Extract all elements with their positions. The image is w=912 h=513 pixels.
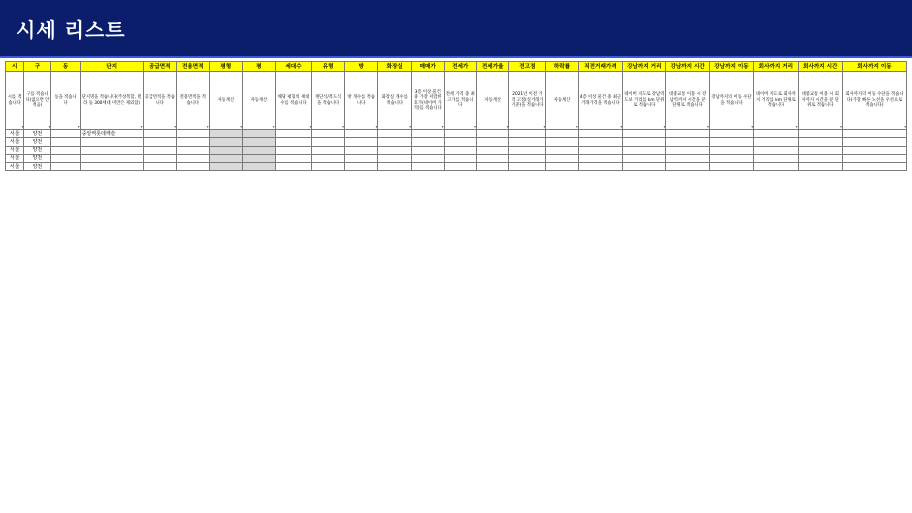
- column-description: [546, 72, 578, 130]
- column-description-text: 대중교통 이용 시 회사까지 시간을 분 단위로 적습니다: [801, 92, 839, 109]
- table-cell[interactable]: [177, 138, 209, 146]
- column-description: [344, 72, 378, 130]
- column-header[interactable]: 화장실: [378, 62, 412, 72]
- column-header[interactable]: 강남까지 이동: [709, 62, 753, 72]
- table-cell[interactable]: [51, 163, 80, 171]
- filter-dropdown-icon[interactable]: ▾: [474, 125, 476, 129]
- column-header[interactable]: 강남까지 시간: [666, 62, 709, 72]
- table-cell[interactable]: [243, 146, 275, 154]
- title-bar: [0, 0, 912, 56]
- table-cell[interactable]: [476, 138, 508, 146]
- column-description-text: 4층 이상 물건 중 최근 거래가격을 적습니다: [579, 95, 622, 106]
- column-header[interactable]: 전고점: [509, 62, 546, 72]
- table-cell[interactable]: [509, 130, 546, 138]
- column-description: [506, 72, 546, 130]
- table-cell[interactable]: [623, 146, 666, 154]
- filter-dropdown-icon[interactable]: ▾: [795, 125, 798, 129]
- column-description: [206, 72, 243, 130]
- table-cell[interactable]: [143, 130, 177, 138]
- table-cell[interactable]: [177, 163, 209, 171]
- table-cell[interactable]: [143, 163, 177, 171]
- column-description-text: 방 개수를 적습니다: [347, 95, 375, 106]
- column-description: [375, 72, 412, 130]
- filter-dropdown-icon[interactable]: ▾: [77, 125, 80, 129]
- filter-dropdown-icon[interactable]: ▾: [441, 125, 444, 129]
- page-title: 시세 리스트: [16, 18, 126, 42]
- filter-dropdown-icon[interactable]: ▾: [543, 125, 546, 129]
- table-cell[interactable]: 서울: [6, 130, 24, 138]
- column-description-text: 해당 평형의 세대수를 적습니다: [277, 95, 310, 106]
- table-cell[interactable]: [444, 130, 476, 138]
- column-header[interactable]: 강남까지 거리: [623, 62, 666, 72]
- column-description: [476, 72, 508, 130]
- column-description: [706, 72, 754, 130]
- column-header[interactable]: 회사까지 이동: [842, 62, 906, 72]
- filter-dropdown-icon[interactable]: ▾: [375, 125, 378, 129]
- column-description-text: 회사까지의 이동 수단을 적습니다(가장 빠른 노선을 우선으로 적습니다): [845, 92, 904, 109]
- table-cell[interactable]: [51, 146, 80, 154]
- filter-dropdown-icon[interactable]: ▾: [48, 125, 51, 129]
- table-cell[interactable]: [842, 146, 906, 154]
- table-cell[interactable]: [444, 154, 476, 162]
- column-description-text: 강남까지의 이동 수단을 적습니다: [711, 95, 752, 106]
- column-header[interactable]: 전용면적: [177, 62, 209, 72]
- table-cell[interactable]: [177, 146, 209, 154]
- column-header[interactable]: 전세가율: [476, 62, 508, 72]
- filter-dropdown-icon[interactable]: ▾: [272, 125, 275, 129]
- table-cell[interactable]: [476, 130, 508, 138]
- column-description: [842, 72, 906, 130]
- table-cell[interactable]: [80, 163, 143, 171]
- table-cell[interactable]: [378, 130, 412, 138]
- table-cell[interactable]: [209, 163, 243, 171]
- column-header[interactable]: 평형: [209, 62, 243, 72]
- description-row: [6, 72, 907, 130]
- table-cell[interactable]: [509, 138, 546, 146]
- table-cell[interactable]: [51, 138, 80, 146]
- table-cell[interactable]: [312, 146, 344, 154]
- column-description-text: 공급면적을 적습니다: [144, 95, 175, 106]
- table-cell[interactable]: [344, 146, 378, 154]
- table-cell[interactable]: [378, 154, 412, 162]
- table-cell[interactable]: [412, 138, 444, 146]
- table-cell[interactable]: 양천: [24, 163, 51, 171]
- column-header[interactable]: 직전거래가격: [578, 62, 622, 72]
- price-table: [5, 61, 907, 171]
- column-description-text: 대중교통 이용 시 강남역까지 시간을 분 단위로 적습니다: [668, 92, 707, 109]
- price-list-sheet: [5, 61, 907, 171]
- table-cell[interactable]: [209, 138, 243, 146]
- table-cell[interactable]: [546, 146, 578, 154]
- table-cell[interactable]: [623, 138, 666, 146]
- column-description: [663, 72, 709, 130]
- table-cell[interactable]: [275, 154, 312, 162]
- column-header[interactable]: 세대수: [275, 62, 312, 72]
- filter-dropdown-icon[interactable]: ▾: [342, 125, 344, 129]
- column-description-text: 자동계산: [484, 97, 502, 103]
- table-cell[interactable]: [275, 163, 312, 171]
- column-description-text: 시를 적습니다: [7, 95, 22, 106]
- column-header[interactable]: 전세가: [444, 62, 476, 72]
- column-description: [6, 72, 24, 130]
- table-cell[interactable]: 서울: [6, 163, 24, 171]
- table-cell[interactable]: [666, 138, 709, 146]
- table-cell[interactable]: [509, 163, 546, 171]
- table-cell[interactable]: [80, 138, 143, 146]
- table-cell[interactable]: [578, 130, 622, 138]
- table-cell[interactable]: [623, 163, 666, 171]
- column-description-text: 동을 적습니다: [54, 95, 77, 106]
- column-description: [177, 72, 209, 130]
- table-cell[interactable]: [578, 146, 622, 154]
- table-cell[interactable]: [344, 163, 378, 171]
- table-cell[interactable]: [243, 130, 275, 138]
- filter-dropdown-icon[interactable]: ▾: [904, 125, 906, 129]
- table-cell[interactable]: [754, 146, 798, 154]
- column-description: [754, 72, 798, 130]
- column-description: [272, 72, 312, 130]
- table-cell[interactable]: 양천: [24, 130, 51, 138]
- column-header[interactable]: 단지: [80, 62, 143, 72]
- table-cell[interactable]: [666, 154, 709, 162]
- filter-dropdown-icon[interactable]: ▾: [840, 125, 842, 129]
- column-description: [309, 72, 344, 130]
- table-cell[interactable]: [509, 154, 546, 162]
- table-cell[interactable]: [209, 146, 243, 154]
- table-cell[interactable]: [546, 138, 578, 146]
- table-cell[interactable]: [666, 163, 709, 171]
- filter-dropdown-icon[interactable]: ▾: [206, 125, 209, 129]
- table-cell[interactable]: [842, 163, 906, 171]
- column-description-text: 2021년 이전 가격 고점(실거래가 기준)을 적습니다: [511, 92, 544, 109]
- filter-dropdown-icon[interactable]: ▾: [309, 125, 312, 129]
- column-description: [441, 72, 476, 130]
- table-cell[interactable]: [578, 154, 622, 162]
- table-cell[interactable]: [412, 146, 444, 154]
- table-cell[interactable]: [243, 138, 275, 146]
- table-cell[interactable]: [243, 154, 275, 162]
- table-cell[interactable]: [476, 146, 508, 154]
- column-description: [412, 72, 444, 130]
- table-cell[interactable]: [709, 138, 753, 146]
- table-cell[interactable]: [143, 138, 177, 146]
- column-header[interactable]: 방: [344, 62, 378, 72]
- table-cell[interactable]: [666, 130, 709, 138]
- table-cell[interactable]: [578, 138, 622, 146]
- column-header[interactable]: 공급면적: [143, 62, 177, 72]
- table-cell[interactable]: [312, 138, 344, 146]
- table-cell[interactable]: [312, 163, 344, 171]
- table-cell[interactable]: [444, 146, 476, 154]
- table-cell[interactable]: [798, 163, 842, 171]
- table-cell[interactable]: [709, 154, 753, 162]
- filter-dropdown-icon[interactable]: ▾: [663, 125, 666, 129]
- filter-dropdown-icon[interactable]: ▾: [506, 125, 509, 129]
- table-cell[interactable]: 중앙역롯데캐슬: [80, 130, 143, 138]
- table-cell[interactable]: [378, 146, 412, 154]
- table-row[interactable]: [6, 163, 907, 171]
- table-cell[interactable]: [546, 130, 578, 138]
- table-cell[interactable]: [709, 130, 753, 138]
- table-cell[interactable]: [709, 146, 753, 154]
- table-cell[interactable]: [344, 130, 378, 138]
- filter-dropdown-icon[interactable]: ▾: [575, 125, 578, 129]
- column-description-text: 화장실 개수를 적습니다: [381, 95, 408, 106]
- table-cell[interactable]: [312, 154, 344, 162]
- table-cell[interactable]: [476, 154, 508, 162]
- table-cell[interactable]: [209, 154, 243, 162]
- table-cell[interactable]: [344, 154, 378, 162]
- filter-dropdown-icon[interactable]: ▾: [21, 125, 24, 129]
- column-description-text: 자동계산: [553, 97, 571, 103]
- table-cell[interactable]: [509, 146, 546, 154]
- table-cell[interactable]: [842, 154, 906, 162]
- table-cell[interactable]: [80, 154, 143, 162]
- table-cell[interactable]: [444, 138, 476, 146]
- filter-dropdown-icon[interactable]: ▾: [240, 125, 243, 129]
- table-cell[interactable]: [412, 130, 444, 138]
- table-cell[interactable]: 양천: [24, 138, 51, 146]
- column-description-text: 3층 이상 물건 중 가장 저렴한 호가(네이버 가격)를 적습니다: [413, 89, 442, 111]
- column-description-text: 계단식/복도식을 적습니다: [314, 95, 342, 106]
- table-cell[interactable]: [243, 163, 275, 171]
- table-cell[interactable]: [275, 146, 312, 154]
- table-cell[interactable]: [754, 154, 798, 162]
- column-header[interactable]: 동: [51, 62, 80, 72]
- table-cell[interactable]: [666, 146, 709, 154]
- table-body: [6, 130, 907, 171]
- table-cell[interactable]: 양천: [24, 146, 51, 154]
- column-header[interactable]: 매매가: [412, 62, 444, 72]
- table-cell[interactable]: [275, 130, 312, 138]
- column-description-text: 네이버 지도로 회사까지 거리를 km 단위로 적습니다: [755, 92, 796, 109]
- table-cell[interactable]: [476, 163, 508, 171]
- table-cell[interactable]: [378, 163, 412, 171]
- table-cell[interactable]: [754, 130, 798, 138]
- table-row[interactable]: [6, 130, 907, 138]
- column-header[interactable]: 시: [6, 62, 24, 72]
- table-cell[interactable]: 서울: [6, 138, 24, 146]
- column-header[interactable]: 유형: [312, 62, 344, 72]
- column-description: [243, 72, 275, 130]
- table-cell[interactable]: [177, 130, 209, 138]
- title-accent-line: [0, 56, 912, 58]
- table-cell[interactable]: [412, 163, 444, 171]
- table-cell[interactable]: 서울: [6, 146, 24, 154]
- table-cell[interactable]: [623, 130, 666, 138]
- table-cell[interactable]: [143, 154, 177, 162]
- table-row[interactable]: [6, 154, 907, 162]
- column-header[interactable]: 회사까지 시간: [798, 62, 842, 72]
- table-cell[interactable]: [798, 146, 842, 154]
- table-cell[interactable]: [177, 154, 209, 162]
- column-description: [77, 72, 143, 130]
- table-cell[interactable]: [546, 163, 578, 171]
- column-header[interactable]: 회사까지 거리: [754, 62, 798, 72]
- table-cell[interactable]: [842, 130, 906, 138]
- table-cell[interactable]: [754, 138, 798, 146]
- table-cell[interactable]: [842, 138, 906, 146]
- filter-dropdown-icon[interactable]: ▾: [706, 125, 709, 129]
- column-description: [623, 72, 666, 130]
- column-description-text: 단지명을 적습니다(주상복합, 빌라 등 300세대 미만은 제외함): [81, 95, 142, 106]
- filter-dropdown-icon[interactable]: ▾: [751, 125, 754, 129]
- table-cell[interactable]: [798, 138, 842, 146]
- filter-dropdown-icon[interactable]: ▾: [620, 125, 623, 129]
- column-description-text: 네이버 지도로 강남역 도보 거리를 km 단위로 적습니다: [624, 92, 665, 109]
- column-header[interactable]: 하락률: [546, 62, 578, 72]
- filter-dropdown-icon[interactable]: ▾: [140, 125, 143, 129]
- column-header[interactable]: 구: [24, 62, 51, 72]
- column-description: [575, 72, 623, 130]
- table-cell[interactable]: 양천: [24, 154, 51, 162]
- table-cell[interactable]: [51, 154, 80, 162]
- table-cell[interactable]: [209, 130, 243, 138]
- table-cell[interactable]: [275, 138, 312, 146]
- column-description: [140, 72, 177, 130]
- column-description-text: 전용면적을 적습니다: [179, 95, 206, 106]
- table-cell[interactable]: [412, 154, 444, 162]
- table-cell[interactable]: [80, 146, 143, 154]
- table-cell[interactable]: [51, 130, 80, 138]
- table-cell[interactable]: [546, 154, 578, 162]
- table-row[interactable]: [6, 146, 907, 154]
- table-cell[interactable]: [312, 130, 344, 138]
- table-cell[interactable]: [444, 163, 476, 171]
- column-description-text: 자동계산: [250, 97, 268, 103]
- table-cell[interactable]: [623, 154, 666, 162]
- header-row: [6, 62, 907, 72]
- table-cell[interactable]: [143, 146, 177, 154]
- table-cell[interactable]: [378, 138, 412, 146]
- table-cell[interactable]: [709, 163, 753, 171]
- column-description-text: 구를 적습니다(없으면 안 적음): [25, 92, 50, 109]
- column-header[interactable]: 평: [243, 62, 275, 72]
- table-cell[interactable]: [578, 163, 622, 171]
- column-description-text: 자동계산: [217, 97, 235, 103]
- column-description-text: 전세 가격 중 최고가를 적습니다: [445, 92, 475, 109]
- table-cell[interactable]: [344, 138, 378, 146]
- table-cell[interactable]: [798, 130, 842, 138]
- filter-dropdown-icon[interactable]: ▾: [174, 125, 177, 129]
- table-cell[interactable]: [754, 163, 798, 171]
- column-description: [795, 72, 842, 130]
- column-description: [48, 72, 80, 130]
- column-description: [21, 72, 51, 130]
- table-row[interactable]: [6, 138, 907, 146]
- filter-dropdown-icon[interactable]: ▾: [409, 125, 412, 129]
- table-cell[interactable]: 서울: [6, 154, 24, 162]
- table-cell[interactable]: [798, 154, 842, 162]
